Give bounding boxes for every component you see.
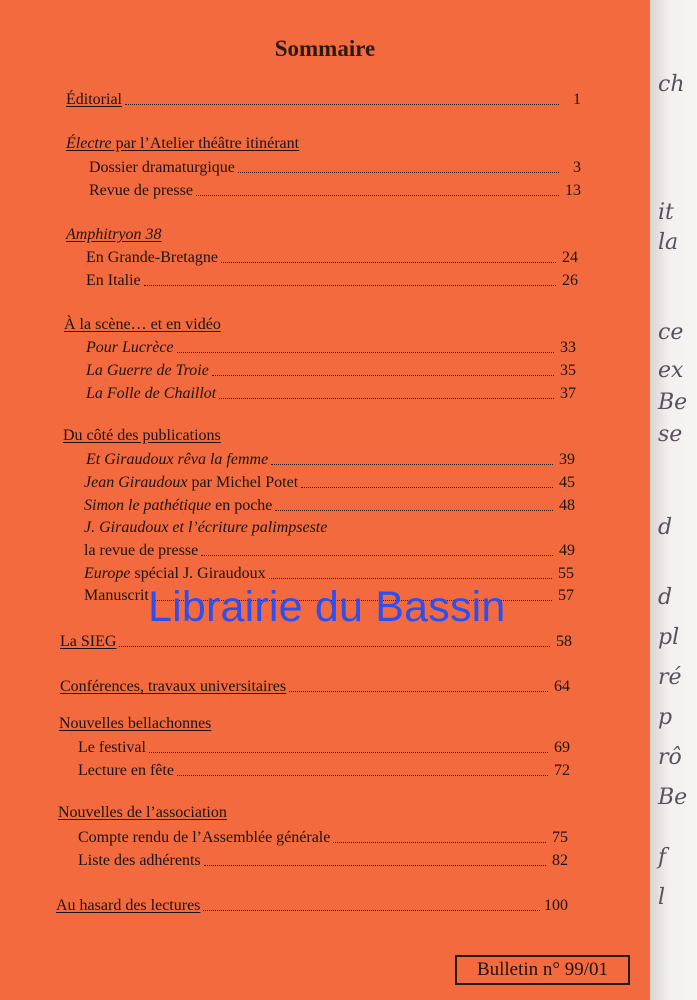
toc-page: 13 (565, 182, 581, 199)
toc-label: par Michel Potet (187, 474, 299, 491)
handwriting-line: ce (658, 320, 684, 345)
toc-row (86, 248, 578, 268)
toc-label: en poche (211, 497, 273, 514)
toc-label: Et Giraudoux rêva la femme (86, 451, 269, 468)
toc-label: spécial J. Giraudoux (130, 565, 266, 582)
toc-row (86, 384, 576, 404)
leader-dots (238, 172, 559, 173)
toc-row (78, 738, 570, 758)
toc-page: 24 (562, 249, 578, 266)
handwriting-line: Be (658, 390, 688, 415)
toc-conferences (60, 677, 570, 697)
leader-dots (219, 398, 554, 399)
toc-page: 82 (552, 852, 568, 869)
handwriting-line: rô (658, 745, 682, 770)
electre-subtitle: par l’Atelier théâtre itinérant (111, 135, 300, 152)
toc-page: 39 (559, 451, 575, 468)
leader-dots (177, 352, 554, 353)
toc-row (84, 541, 575, 561)
toc-page: 58 (556, 633, 572, 650)
toc-row (78, 761, 570, 781)
toc-label: Éditorial (66, 91, 122, 108)
page-title: Sommaire (274, 36, 376, 61)
toc-row (86, 361, 576, 381)
adjacent-handwritten-page (650, 0, 697, 1000)
toc-row (78, 851, 568, 871)
toc-row (86, 450, 575, 470)
toc-page: 69 (554, 739, 570, 756)
handwriting-line: ex (658, 358, 684, 383)
toc-label: Conférences, travaux universitaires (60, 678, 287, 695)
toc-row (84, 473, 575, 493)
toc-page: 64 (554, 678, 570, 695)
toc-page: 72 (554, 762, 570, 779)
leader-dots (271, 464, 553, 465)
toc-label: Le festival (78, 739, 146, 756)
leader-dots (201, 555, 553, 556)
section-publications: Du côté des publications (63, 427, 221, 444)
handwriting-line: la (658, 230, 679, 255)
toc-sieg (60, 632, 572, 652)
handwriting-line: it (658, 200, 674, 225)
toc-label: La SIEG (60, 633, 117, 650)
watermark-text: Librairie du Bassin (148, 583, 506, 631)
leader-dots (196, 195, 559, 196)
bulletin-number-box: Bulletin n° 99/01 (455, 955, 630, 985)
toc-label: Revue de presse (89, 182, 193, 199)
toc-row (86, 271, 578, 291)
toc-row (78, 828, 568, 848)
toc-row-heading (84, 518, 575, 538)
toc-page: 1 (573, 91, 581, 108)
toc-row (89, 181, 581, 201)
electre-title: Électre (66, 135, 112, 152)
toc-page: 48 (559, 497, 575, 514)
toc-label: Pour Lucrèce (86, 339, 174, 356)
toc-label: Manuscrit (84, 587, 149, 604)
toc-page: 35 (560, 362, 576, 379)
section-scene: À la scène… et en vidéo (64, 316, 221, 333)
leader-dots (149, 752, 548, 753)
leader-dots (144, 285, 556, 286)
toc-row (89, 158, 581, 178)
toc-label: J. Giraudoux et l’écriture palimpseste (84, 519, 328, 536)
toc-page: 26 (562, 272, 578, 289)
toc-page: 37 (560, 385, 576, 402)
leader-dots (119, 646, 550, 647)
handwriting-line: pl (658, 625, 680, 650)
toc-editorial (66, 90, 581, 110)
toc-label: La Guerre de Troie (86, 362, 209, 379)
leader-dots (275, 510, 553, 511)
toc-page: 55 (558, 565, 574, 582)
handwriting-line: p (658, 705, 673, 730)
handwriting-line: ré (658, 665, 682, 690)
leader-dots (269, 578, 552, 579)
section-amphitryon: Amphitryon 38 (66, 226, 162, 243)
leader-dots (177, 775, 548, 776)
handwriting-line: Be (658, 785, 688, 810)
toc-row (86, 338, 576, 358)
toc-label: Dossier dramaturgique (89, 159, 235, 176)
handwriting-line: ch (658, 72, 685, 97)
handwriting-line: d (658, 515, 673, 540)
book-title: Simon le pathétique (84, 497, 212, 514)
toc-label: Compte rendu de l’Assemblée générale (78, 829, 331, 846)
section-bellachonnes: Nouvelles bellachonnes (59, 715, 212, 732)
toc-label: Au hasard des lectures (56, 897, 201, 914)
toc-hasard (56, 896, 568, 916)
toc-page: 49 (559, 542, 575, 559)
toc-page: 3 (573, 159, 581, 176)
toc-page: 75 (552, 829, 568, 846)
toc-row (84, 564, 574, 584)
toc-row (84, 496, 575, 516)
leader-dots (221, 262, 556, 263)
leader-dots (204, 865, 546, 866)
book-title: Jean Giraudoux (84, 474, 188, 491)
toc-page: 45 (559, 474, 575, 491)
book-title: Europe (84, 565, 131, 582)
leader-dots (301, 487, 553, 488)
handwriting-line: l (658, 885, 666, 910)
toc-page: 57 (558, 587, 574, 604)
leader-dots (333, 842, 546, 843)
toc-label: La Folle de Chaillot (86, 385, 217, 402)
leader-dots (289, 691, 548, 692)
toc-label: la revue de presse (84, 542, 199, 559)
toc-label: Liste des adhérents (78, 852, 201, 869)
handwriting-line: f (658, 845, 667, 870)
handwriting-line: d (658, 585, 673, 610)
toc-label: En Grande-Bretagne (86, 249, 218, 266)
leader-dots (203, 910, 540, 911)
leader-dots (125, 104, 559, 105)
section-association: Nouvelles de l’association (58, 804, 227, 821)
section-electre (66, 135, 299, 153)
leader-dots (212, 375, 554, 376)
toc-label: Lecture en fête (78, 762, 174, 779)
toc-page: 33 (560, 339, 576, 356)
toc-label: En Italie (86, 272, 141, 289)
handwriting-line: se (658, 422, 683, 447)
toc-page: 100 (544, 897, 568, 914)
